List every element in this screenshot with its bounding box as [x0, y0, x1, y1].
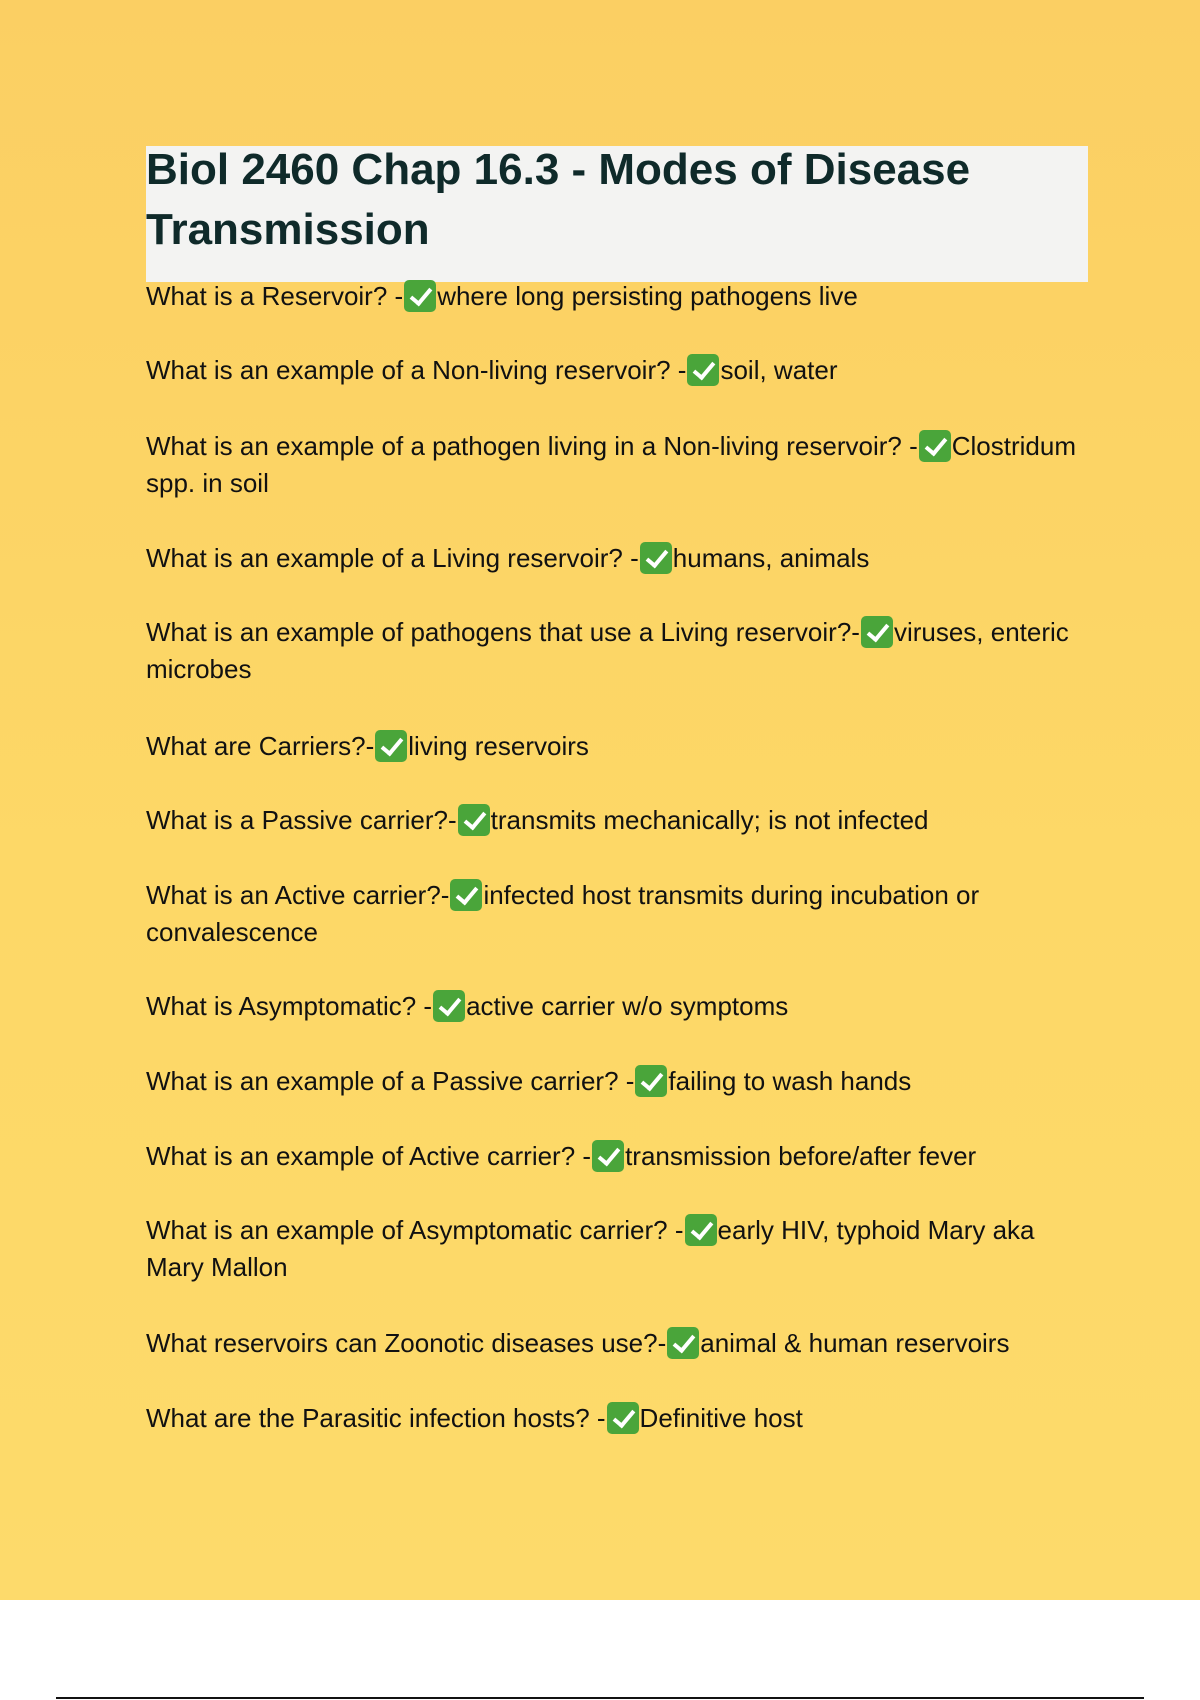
question-text: What are the Parasitic infection hosts? -: [146, 1403, 606, 1433]
answer-text: early HIV, typhoid Mary aka Mary Mallon: [146, 1215, 1035, 1282]
question-text: What is an example of pathogens that use a Living reservoir?-: [146, 617, 860, 647]
check-mark-icon: [635, 1065, 667, 1097]
question-text: What is an Active carrier?-: [146, 880, 450, 910]
answer-text: transmits mechanically; is not infected: [490, 805, 929, 835]
answer-text: transmission before/after fever: [625, 1141, 977, 1171]
answer-text: humans, animals: [672, 543, 870, 573]
document-title: Biol 2460 Chap 16.3 - Modes of Disease Transmission: [146, 145, 971, 254]
qa-item-asymptomatic-example: [146, 1212, 1091, 1286]
check-mark-icon: [667, 1327, 699, 1359]
question-text: What is an example of a Passive carrier? -: [146, 1066, 635, 1096]
answer-text: Clostridum spp. in soil: [146, 431, 1076, 498]
qa-item-passive-example: [146, 1063, 1091, 1100]
qa-item-asymptomatic: [146, 988, 1091, 1025]
answer-text: active carrier w/o symptoms: [466, 991, 789, 1021]
qa-item-nonliving-reservoir: [146, 352, 1091, 389]
qa-item-carriers: [146, 728, 1091, 765]
answer-text: Definitive host: [639, 1403, 803, 1433]
question-text: What is a Passive carrier?-: [146, 805, 457, 835]
answer-text: living reservoirs: [408, 731, 589, 761]
qa-item-living-reservoir: [146, 540, 1091, 577]
answer-text: failing to wash hands: [668, 1066, 912, 1096]
answer-text: infected host transmits during incubation or convalescence: [146, 880, 980, 947]
check-mark-icon: [592, 1140, 624, 1172]
footer-divider: [56, 1697, 1144, 1699]
answer-text: soil, water: [720, 355, 838, 385]
question-text: What is Asymptomatic? -: [146, 991, 433, 1021]
qa-item-passive-carrier: [146, 802, 1091, 839]
answer-text: where long persisting pathogens live: [437, 281, 858, 311]
qa-item-living-pathogens: [146, 614, 1091, 688]
check-mark-icon: [450, 879, 482, 911]
check-mark-icon: [433, 990, 465, 1022]
qa-item-nonliving-pathogen: [146, 428, 1091, 502]
qa-item-zoonotic: [146, 1325, 1091, 1362]
question-text: What is an example of a Non-living reservoir? -: [146, 355, 687, 385]
question-text: What is an example of a pathogen living in a Non-living reservoir? -: [146, 431, 918, 461]
question-text: What are Carriers?-: [146, 731, 375, 761]
qa-item-active-example: [146, 1138, 1091, 1175]
check-mark-icon: [861, 616, 893, 648]
check-mark-icon: [640, 542, 672, 574]
answer-text: viruses, enteric microbes: [146, 617, 1069, 684]
question-text: What reservoirs can Zoonotic diseases use?-: [146, 1328, 667, 1358]
question-text: What is an example of Asymptomatic carrier? -: [146, 1215, 684, 1245]
check-mark-icon: [607, 1402, 639, 1434]
qa-item-parasitic-hosts: [146, 1400, 1091, 1437]
check-mark-icon: [685, 1214, 717, 1246]
qa-item-active-carrier: [146, 877, 1091, 951]
question-text: What is an example of Active carrier? -: [146, 1141, 592, 1171]
check-mark-icon: [404, 280, 436, 312]
check-mark-icon: [458, 804, 490, 836]
check-mark-icon: [375, 730, 407, 762]
answer-text: animal & human reservoirs: [700, 1328, 1010, 1358]
check-mark-icon: [919, 430, 951, 462]
qa-item-reservoir: [146, 278, 1091, 315]
question-text: What is an example of a Living reservoir? -: [146, 543, 639, 573]
check-mark-icon: [687, 354, 719, 386]
question-text: What is a Reservoir? -: [146, 281, 404, 311]
